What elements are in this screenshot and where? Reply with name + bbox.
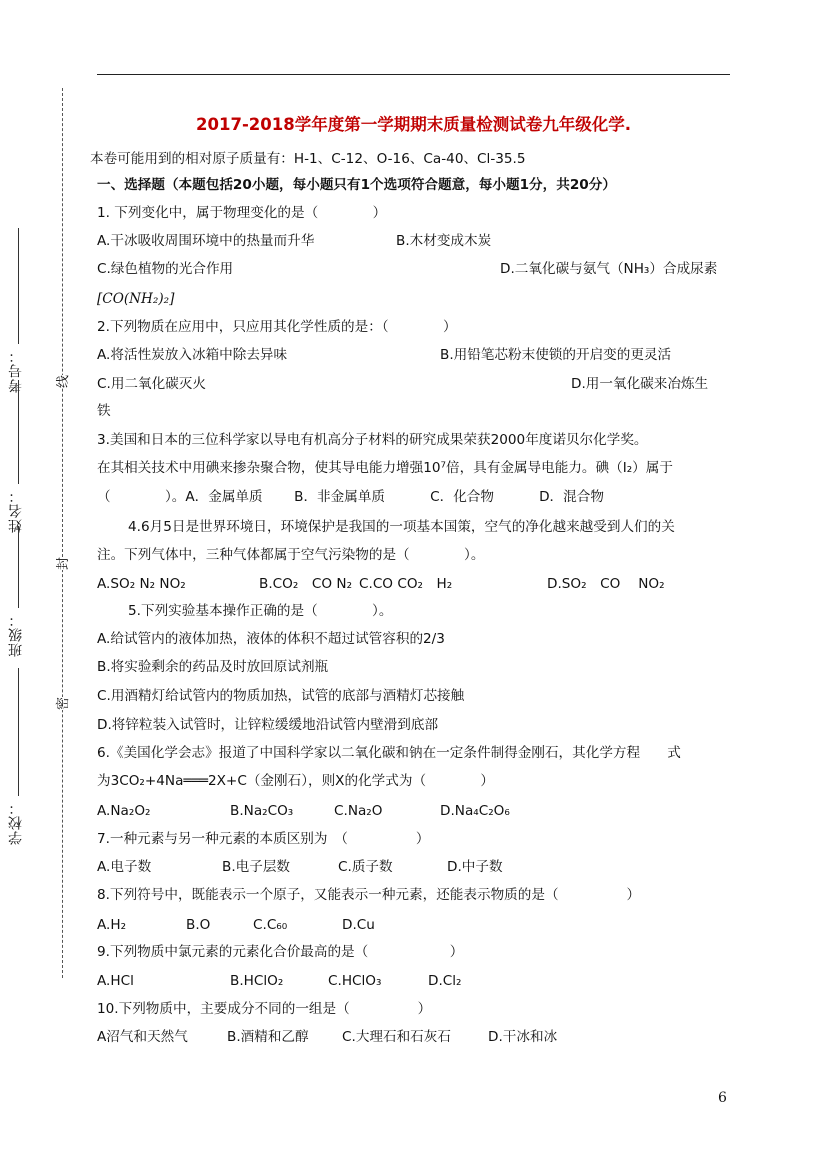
seal-mark-feng: 封 xyxy=(50,557,73,570)
q5-option-d: D.将锌粒装入试管时，让锌粒缓缓地沿试管内壁滑到底部 xyxy=(97,717,439,733)
q9-option-c: C.HClO₃ xyxy=(328,973,382,989)
q9-option-b: B.HClO₂ xyxy=(230,973,284,989)
q3-line2: 在其相关技术中用碘来掺杂聚合物，使其导电能力增强10⁷倍，具有金属导电能力。碘（I₂）属于 xyxy=(97,460,673,476)
q5-option-c: C.用酒精灯给试管内的物质加热，试管的底部与酒精灯芯接触 xyxy=(97,688,465,704)
q4-option-b: B.CO₂ CO N₂ xyxy=(259,576,353,592)
q4-line2: 注。下列气体中，三种气体都属于空气污染物的是（ ）。 xyxy=(97,547,485,563)
label-exam-number: 考号： xyxy=(8,348,24,393)
q8-option-c: C.C₆₀ xyxy=(253,917,288,933)
q3-line3: （ ）。A．金属单质 B．非金属单质 C．化合物 D．混合物 xyxy=(97,489,604,505)
q7-option-a: A.电子数 xyxy=(97,859,152,875)
q7-stem: 7.一种元素与另一种元素的本质区别为 （ ） xyxy=(97,831,430,847)
q7-option-c: C.质子数 xyxy=(338,859,393,875)
q2-option-c: C.用二氧化碳灭火 xyxy=(97,376,206,392)
seal-mark-mi: 密 xyxy=(50,697,73,710)
seal-mark-xian: 线 xyxy=(50,375,73,388)
q10-stem: 10.下列物质中，主要成分不同的一组是（ ） xyxy=(97,1001,432,1017)
q9-option-d: D.Cl₂ xyxy=(428,973,462,989)
label-name: 姓名： xyxy=(8,488,24,533)
q4-line1: 4.6月5日是世界环境日，环境保护是我国的一项基本国策，空气的净化越来越受到人们的关 xyxy=(128,519,675,535)
fill-line-school xyxy=(18,668,19,796)
q2-option-b: B.用铅笔芯粉末使锁的开启变的更灵活 xyxy=(440,347,672,363)
q6-option-a: A.Na₂O₂ xyxy=(97,803,151,819)
q5-stem: 5.下列实验基本操作正确的是（ ）。 xyxy=(128,603,393,619)
q8-option-b: B.O xyxy=(186,917,211,933)
exam-title: 2017-2018学年度第一学期期末质量检测试卷九年级化学. xyxy=(196,115,631,134)
header-rule xyxy=(97,74,730,75)
q2-stem: 2.下列物质在应用中，只应用其化学性质的是：（ ） xyxy=(97,319,457,335)
q1-option-b: B.木材变成木炭 xyxy=(396,233,492,249)
q2-option-a: A.将活性炭放入冰箱中除去异味 xyxy=(97,347,288,363)
fill-line-exam-number xyxy=(18,228,19,344)
q1-option-a: A.干冰吸收周围环境中的热量而升华 xyxy=(97,233,315,249)
label-class: 班级： xyxy=(8,612,24,657)
q6-option-c: C.Na₂O xyxy=(334,803,383,819)
q5-option-b: B.将实验剩余的药品及时放回原试剂瓶 xyxy=(97,659,329,675)
q6-option-d: D.Na₄C₂O₆ xyxy=(440,803,510,819)
q10-option-b: B.酒精和乙醇 xyxy=(227,1029,309,1045)
q10-option-a: A沼气和天然气 xyxy=(97,1029,188,1045)
atomic-masses-note: 本卷可能用到的相对原子质量有：H-1、C-12、O-16、Ca-40、Cl-35.5 xyxy=(90,151,526,167)
q4-option-c: C.CO CO₂ H₂ xyxy=(359,576,453,592)
q1-option-d: D.二氧化碳与氨气（NH₃）合成尿素 xyxy=(500,261,718,277)
q1-option-c: C.绿色植物的光合作用 xyxy=(97,261,234,277)
q8-stem: 8.下列符号中，既能表示一个原子，又能表示一种元素，还能表示物质的是（ ） xyxy=(97,887,641,903)
q9-option-a: A.HCl xyxy=(97,973,134,989)
q8-option-a: A.H₂ xyxy=(97,917,127,933)
q2-option-d: D.用一氧化碳来冶炼生 xyxy=(571,376,709,392)
section-heading: 一、选择题（本题包括20小题，每小题只有1个选项符合题意，每小题1分，共20分） xyxy=(97,177,616,193)
q10-option-d: D.干冰和冰 xyxy=(488,1029,558,1045)
page-number: 6 xyxy=(718,1090,727,1106)
q9-stem: 9.下列物质中氯元素的元素化合价最高的是（ ） xyxy=(97,944,464,960)
q8-option-d: D.Cu xyxy=(342,917,375,933)
q2-option-d-cont: 铁 xyxy=(97,403,111,419)
q6-line1: 6.《美国化学会志》报道了中国科学家以二氧化碳和钠在一定条件制得金刚石，其化学方程 式 xyxy=(97,745,681,761)
q7-option-b: B.电子层数 xyxy=(222,859,291,875)
q4-option-d: D.SO₂ CO NO₂ xyxy=(547,576,665,592)
q4-option-a: A.SO₂ N₂ NO₂ xyxy=(97,576,186,592)
q1-option-d-formula: [CO(NH₂)₂] xyxy=(97,291,175,307)
q5-option-a: A.给试管内的液体加热，液体的体积不超过试管容积的2/3 xyxy=(97,631,445,647)
q6-line2: 为3CO₂+4Na═══2X+C（金刚石），则X的化学式为（ ） xyxy=(97,773,495,789)
fill-line-name xyxy=(18,380,19,484)
fill-line-class xyxy=(18,526,19,608)
label-school: 学校： xyxy=(8,800,24,845)
q6-option-b: B.Na₂CO₃ xyxy=(230,803,294,819)
q1-stem: 1. 下列变化中，属于物理变化的是（ ） xyxy=(97,205,387,221)
binding-line xyxy=(62,88,63,978)
q3-line1: 3.美国和日本的三位科学家以导电有机高分子材料的研究成果荣获2000年度诺贝尔化学奖。 xyxy=(97,432,648,448)
q7-option-d: D.中子数 xyxy=(447,859,503,875)
q10-option-c: C.大理石和石灰石 xyxy=(342,1029,451,1045)
